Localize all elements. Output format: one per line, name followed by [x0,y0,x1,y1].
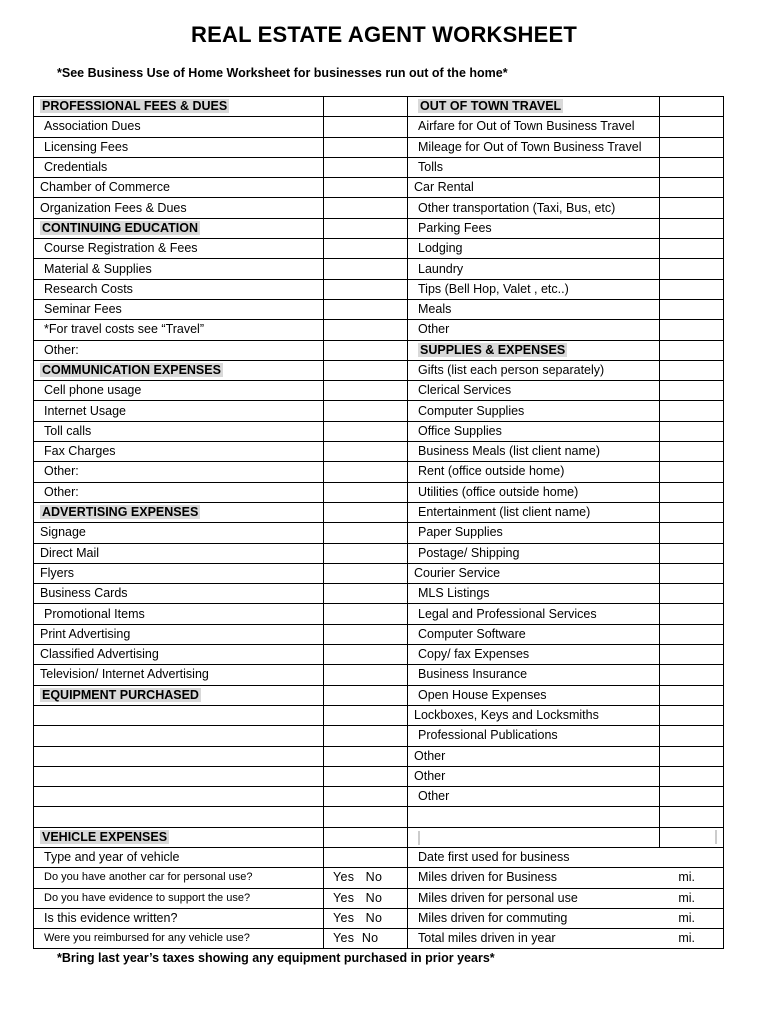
expense-label: Other [418,789,450,804]
expense-label: Seminar Fees [44,302,122,317]
yes-no-label: Yes No [333,890,383,905]
worksheet-row [34,726,724,746]
expense-label: Print Advertising [40,626,131,641]
section-header: VEHICLE EXPENSES [42,829,168,844]
expense-label: Utilities (office outside home) [418,484,579,499]
amount-field-left[interactable] [324,442,408,462]
expense-label: Parking Fees [418,220,492,235]
section-header: EQUIPMENT PURCHASED [42,687,199,702]
expense-label: Total miles driven in year [418,931,556,946]
miles-unit: mi. [678,931,695,946]
worksheet-table [33,96,724,949]
worksheet-row [34,340,724,360]
amount-field-right[interactable] [660,401,724,421]
amount-field-left[interactable] [324,624,408,644]
amount-field-left[interactable] [324,726,408,746]
expense-label: Miles driven for commuting [418,911,568,926]
expense-label: Other [418,322,450,337]
worksheet-row [34,766,724,786]
expense-label: Credentials [44,160,108,175]
amount-field-left[interactable] [324,218,408,238]
amount-field-right[interactable] [660,563,724,583]
amount-field-left[interactable] [324,340,408,360]
amount-field-right[interactable] [660,726,724,746]
amount-field-right[interactable] [660,787,724,807]
expense-label: Material & Supplies [44,261,152,276]
amount-field-right[interactable] [660,502,724,522]
worksheet-row [34,502,724,522]
expense-label: Signage [40,525,86,540]
amount-field-left[interactable] [324,502,408,522]
expense-label: Association Dues [44,119,141,134]
amount-field-right[interactable] [660,320,724,340]
expense-label: Other [414,748,446,763]
amount-field-left[interactable] [324,482,408,502]
amount-field-right[interactable] [660,462,724,482]
worksheet-row [34,360,724,380]
worksheet-row [34,645,724,665]
amount-field-left[interactable] [324,279,408,299]
expense-label: Fax Charges [44,444,116,459]
yes-no-label: Yes No [333,911,383,926]
worksheet-row [34,198,724,218]
amount-field-left[interactable] [324,299,408,319]
expense-label: Other transportation (Taxi, Bus, etc) [418,200,616,215]
amount-field-left[interactable] [324,645,408,665]
amount-field-left[interactable] [324,766,408,786]
expense-label: Copy/ fax Expenses [418,647,530,662]
expense-label: Promotional Items [44,606,145,621]
expense-label: Airfare for Out of Town Business Travel [418,119,635,134]
worksheet-row [34,239,724,259]
amount-field-right[interactable] [660,746,724,766]
amount-field-right[interactable] [660,543,724,563]
amount-field-left[interactable] [324,421,408,441]
vehicle-row [34,888,724,908]
vehicle-row [34,868,724,888]
amount-field-right[interactable] [660,178,724,198]
amount-field-right[interactable] [660,97,724,117]
worksheet-row [34,543,724,563]
worksheet-row [34,563,724,583]
expense-label: Were you reimbursed for any vehicle use? [44,932,250,945]
expense-label: Course Registration & Fees [44,241,198,256]
yes-no-label: Yes No [333,870,383,885]
expense-label: Classified Advertising [40,647,159,662]
worksheet-row [34,584,724,604]
expense-label: Mileage for Out of Town Business Travel [418,139,642,154]
expense-label: Entertainment (list client name) [418,505,591,520]
expense-label: Toll calls [44,423,92,438]
worksheet-row [34,807,724,827]
section-header: CONTINUING EDUCATION [42,220,199,235]
amount-field-left[interactable] [324,157,408,177]
amount-field-right[interactable] [660,807,724,827]
amount-field-right[interactable] [660,137,724,157]
worksheet-row [34,117,724,137]
amount-field-left[interactable] [324,604,408,624]
field-marker [418,831,420,845]
amount-field-right[interactable] [660,523,724,543]
amount-field-left[interactable] [324,239,408,259]
expense-label: Other: [44,464,79,479]
amount-field-right[interactable] [660,340,724,360]
amount-field-left[interactable] [324,259,408,279]
expense-label: Car Rental [414,180,474,195]
expense-label: Lodging [418,241,463,256]
expense-label: Laundry [418,261,464,276]
worksheet-row [34,421,724,441]
expense-label: Computer Software [418,626,526,641]
amount-field-left[interactable] [324,584,408,604]
yes-no-choice[interactable] [324,868,408,888]
expense-label: Courier Service [414,565,501,580]
amount-field-right[interactable] [660,624,724,644]
expense-label: Clerical Services [418,383,512,398]
worksheet-row [34,320,724,340]
field-marker [715,830,717,844]
expense-label: Business Cards [40,586,128,601]
expense-label: Tolls [418,160,444,175]
amount-field-right[interactable] [660,584,724,604]
expense-label: Internet Usage [44,403,126,418]
amount-field-left[interactable] [324,563,408,583]
amount-field-left[interactable] [324,117,408,137]
amount-field-left[interactable] [324,97,408,117]
expense-label: Cell phone usage [44,383,142,398]
miles-unit: mi. [678,890,695,905]
section-header: COMMUNICATION EXPENSES [42,363,221,377]
expense-label: Flyers [40,565,75,580]
vehicle-row [34,929,724,949]
worksheet-row [34,705,724,725]
amount-field-right[interactable] [660,299,724,319]
amount-field-right[interactable] [660,239,724,259]
expense-label: Licensing Fees [44,139,129,154]
amount-field-right[interactable] [660,685,724,705]
worksheet-row [34,523,724,543]
expense-label: Open House Expenses [418,687,547,702]
section-header: ADVERTISING EXPENSES [42,505,199,520]
worksheet-row [34,787,724,807]
section-header: OUT OF TOWN TRAVEL [420,99,562,114]
expense-label: Television/ Internet Advertising [40,667,209,682]
amount-field-right[interactable] [660,421,724,441]
amount-field-right[interactable] [660,665,724,685]
vehicle-row [34,847,724,867]
amount-field-left[interactable] [324,827,408,847]
amount-field-left[interactable] [324,178,408,198]
worksheet-row [34,462,724,482]
worksheet-row [34,442,724,462]
worksheet-row [34,482,724,502]
home-worksheet-note: *See Business Use of Home Worksheet for businesses run out of the home* [57,66,508,80]
worksheet-row [34,746,724,766]
amount-field-right[interactable] [660,827,724,847]
worksheet-row [34,97,724,117]
expense-label: Lockboxes, Keys and Locksmiths [414,708,599,723]
worksheet-row [34,157,724,177]
expense-label: Other: [44,342,79,357]
expense-label: Postage/ Shipping [418,545,520,560]
worksheet-row [34,259,724,279]
amount-field-right[interactable] [660,766,724,786]
worksheet-row [34,381,724,401]
worksheet-row [34,218,724,238]
yes-no-choice[interactable] [324,929,408,949]
amount-field-right[interactable] [660,157,724,177]
expense-label: Professional Publications [418,728,558,743]
amount-field-left[interactable] [324,665,408,685]
amount-field-right[interactable] [660,198,724,218]
yes-no-choice[interactable] [324,888,408,908]
amount-field-right[interactable] [660,705,724,725]
amount-field-left[interactable] [324,198,408,218]
amount-field-left[interactable] [324,787,408,807]
amount-field-right[interactable] [660,442,724,462]
amount-field-right[interactable] [660,482,724,502]
amount-field-right[interactable] [660,117,724,137]
expense-label: Gifts (list each person separately) [418,363,605,377]
amount-field-right[interactable] [660,381,724,401]
page-title: REAL ESTATE AGENT WORKSHEET [191,22,577,47]
worksheet-row [34,685,724,705]
section-header: PROFESSIONAL FEES & DUES [42,99,228,114]
amount-field-left[interactable] [324,381,408,401]
miles-unit: mi. [678,870,695,885]
expense-label: Do you have another car for personal use? [44,871,253,884]
expense-label: Is this evidence written? [44,911,178,926]
worksheet-row [34,827,724,847]
expense-label: Rent (office outside home) [418,464,565,479]
expense-label: Other [414,768,446,783]
amount-field-left[interactable] [324,523,408,543]
amount-field-left[interactable] [324,462,408,482]
expense-label: Legal and Professional Services [418,606,597,621]
expense-label: Other: [44,484,79,499]
amount-field-right[interactable] [660,360,724,380]
worksheet-row [34,279,724,299]
yes-no-label: Yes No [333,931,379,946]
worksheet-row [34,665,724,685]
expense-label: Office Supplies [418,423,502,438]
amount-field-left[interactable] [324,360,408,380]
prior-years-note: *Bring last year’s taxes showing any equipment purchased in prior years* [57,951,495,965]
amount-field-right[interactable] [660,645,724,665]
worksheet-row [34,624,724,644]
amount-field-right[interactable] [660,218,724,238]
expense-label: Business Insurance [418,667,528,682]
expense-label: MLS Listings [418,586,490,601]
amount-field-left[interactable] [324,746,408,766]
worksheet-row [34,299,724,319]
amount-field-left[interactable] [324,685,408,705]
expense-label: Type and year of vehicle [44,850,180,865]
vehicle-row [34,908,724,928]
expense-label: Organization Fees & Dues [40,200,187,215]
miles-unit: mi. [678,911,695,926]
expense-label: Tips (Bell Hop, Valet , etc..) [418,281,569,296]
amount-field-right[interactable] [660,604,724,624]
expense-label: Paper Supplies [418,525,503,540]
expense-label: Chamber of Commerce [40,180,170,195]
expense-label: Miles driven for Business [418,870,557,885]
expense-label: Miles driven for personal use [418,890,578,905]
worksheet-row [34,401,724,421]
expense-label: Date first used for business [418,850,570,865]
amount-field-right[interactable] [660,259,724,279]
worksheet-row [34,137,724,157]
section-header: SUPPLIES & EXPENSES [420,342,566,357]
expense-label: Direct Mail [40,545,100,560]
yes-no-choice[interactable] [324,908,408,928]
amount-field-left[interactable] [324,401,408,421]
expense-label: Do you have evidence to support the use? [44,891,251,904]
amount-field-left[interactable] [324,320,408,340]
worksheet-row [34,178,724,198]
amount-field-left[interactable] [324,807,408,827]
expense-label: Computer Supplies [418,403,525,418]
yes-no-choice[interactable] [324,847,408,867]
amount-field-left[interactable] [324,543,408,563]
worksheet-row [34,604,724,624]
expense-label: Research Costs [44,281,133,296]
expense-label: Meals [418,302,452,317]
amount-field-left[interactable] [324,137,408,157]
expense-label: Business Meals (list client name) [418,444,601,459]
expense-label: *For travel costs see “Travel” [44,322,204,337]
amount-field-right[interactable] [660,279,724,299]
amount-field-left[interactable] [324,705,408,725]
